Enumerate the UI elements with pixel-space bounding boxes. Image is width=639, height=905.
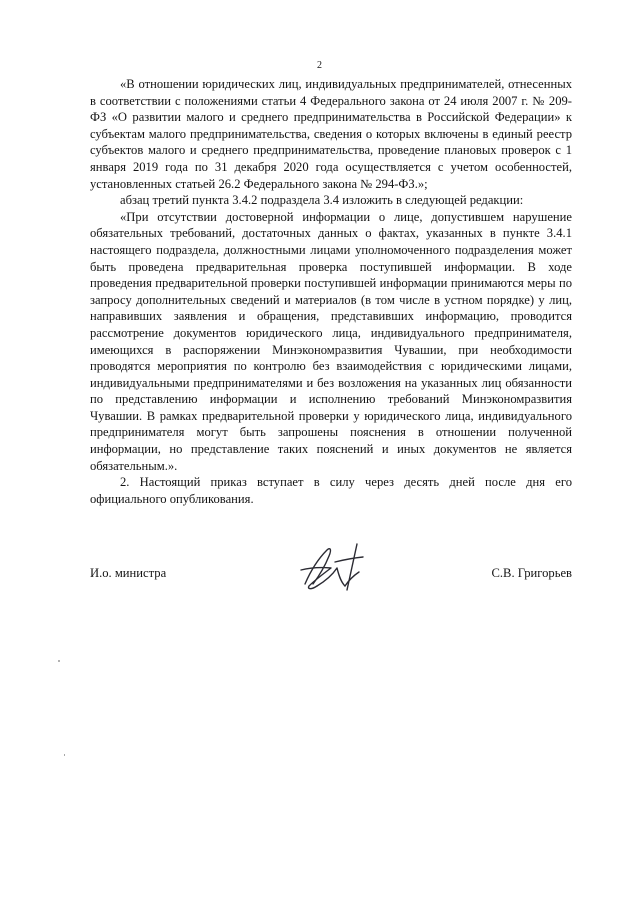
paragraph-planned-inspections: «В отношении юридических лиц, индивидуальных предпринимателей, отнесенных в соответствии с положениями статьи 4 Федерального закона от 24 июля 2007 г. № 209-ФЗ «О развитии малого и среднего предпринимательства в Российской Федерации» к субъектам малого предпринимательства, сведения о которых включены в единый реестр субъектов малого и среднего предпринимательства, проведение плановых проверок с 1 января 2019 года по 31 декабря 2020 года осуществляется с учетом особенностей, установленных статьей 26.2 Федерального закона № 294-ФЗ.»; bbox=[90, 77, 572, 191]
signer-name: С.В. Григорьев bbox=[491, 566, 572, 580]
handwritten-signature bbox=[297, 540, 377, 598]
scan-speck bbox=[64, 754, 65, 756]
signer-title: И.о. министра bbox=[90, 566, 167, 580]
paragraph-entry-into-force: 2. Настоящий приказ вступает в силу через десять дней после дня его официального опубликования. bbox=[90, 475, 572, 506]
paragraph-amendment-instruction: абзац третий пункта 3.4.2 подраздела 3.4 изложить в следующей редакции: bbox=[120, 193, 524, 208]
scan-speck bbox=[58, 660, 60, 662]
page-number: 2 bbox=[317, 60, 322, 71]
document-body bbox=[90, 76, 572, 507]
paragraph-preliminary-check: «При отсутствии достоверной информации о лице, допустившем нарушение обязательных требований, достаточных данных о фактах, указанных в пункте 3.4.1 настоящего подраздела, должностными лицами уполномоченного подразделения может быть проведена предварительная проверка поступившей информации. В ходе проведения предварительной проверки поступившей информации принимаются меры по запросу дополнительных сведений и материалов (в том числе в устном порядке) у лиц, направивших заявления и обращения, представивших информацию, проводится рассмотрение документов юридического лица, индивидуального предпринимателя, имеющихся в распоряжении Минэкономразвития Чувашии, при необходимости проводятся мероприятия по контролю без взаимодействия с юридическими лицами, индивидуальными предпринимателями и без возложения на указанных лиц обязанности по представлению информации и исполнению требований Минэкономразвития Чувашии. В рамках предварительной проверки у юридического лица, индивидуального предпринимателя могут быть запрошены пояснения в отношении полученной информации, но представление таких пояснений и иных документов не является обязательным.». bbox=[90, 209, 572, 473]
